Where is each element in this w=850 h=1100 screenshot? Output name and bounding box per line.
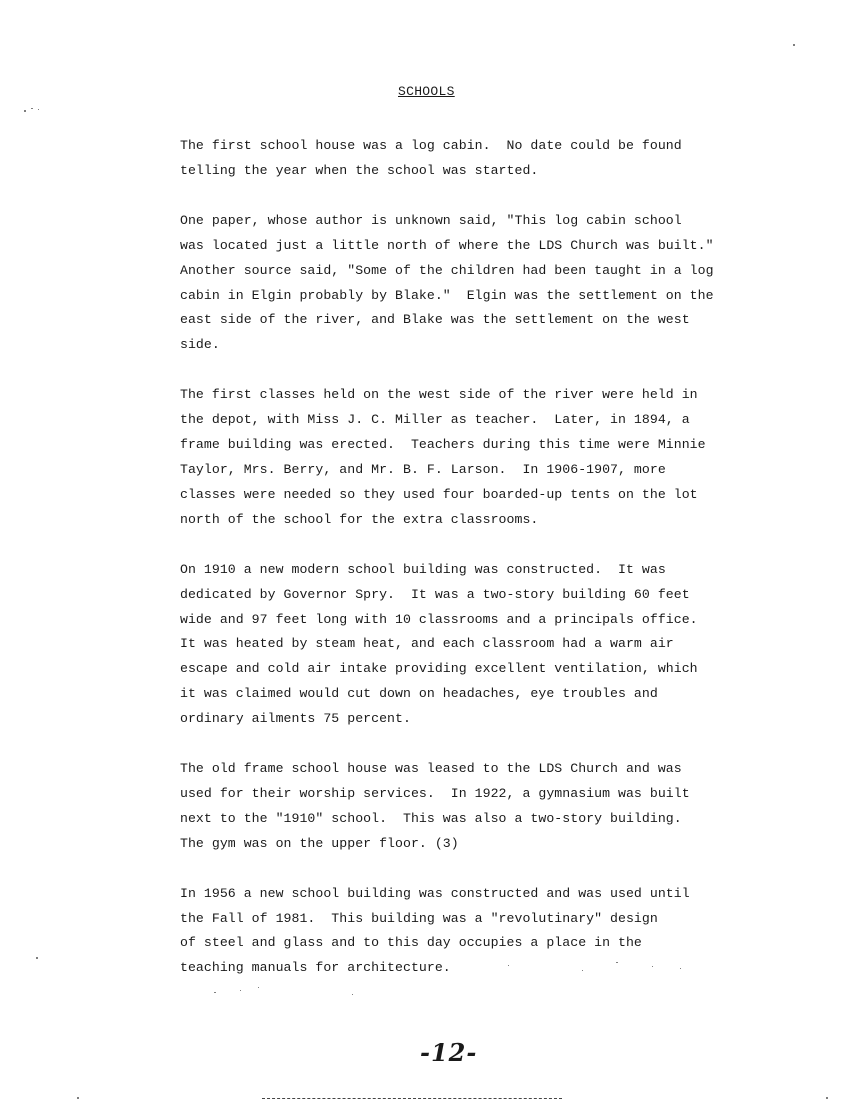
scan-edge-line [262,1098,562,1099]
scan-speck [258,987,259,988]
scan-speck [652,966,653,967]
scan-speck [31,108,33,109]
text-line: was located just a little north of where the LDS Church was built." [180,237,714,253]
scan-speck [616,962,618,963]
text-line: telling the year when the school was started. [180,162,539,178]
body-text [180,134,750,1006]
scan-speck [24,110,26,112]
text-line: The old frame school house was leased to the LDS Church and was [180,761,682,777]
text-line: It was heated by steam heat, and each classroom had a warm air [180,636,674,652]
text-line: cabin in Elgin probably by Blake." Elgin was the settlement on the [180,287,714,303]
text-line: wide and 97 feet long with 10 classrooms and a principals office. [180,611,698,627]
text-line: it was claimed would cut down on headaches, eye troubles and [180,686,658,702]
text-line: teaching manuals for architecture. [180,960,451,976]
page-number: -12- [420,1038,478,1067]
text-line: the Fall of 1981. This building was a "revolutinary" design [180,910,658,926]
text-line: The first classes held on the west side of the river were held in [180,387,698,403]
text-line: north of the school for the extra classrooms. [180,511,539,527]
text-line: One paper, whose author is unknown said, "This log cabin school [180,212,682,228]
text-line: The gym was on the upper floor. (3) [180,835,459,851]
paragraph-1 [180,134,750,184]
scan-speck [38,109,39,110]
text-line: side. [180,337,220,353]
paragraph-4 [180,558,750,732]
scan-speck [793,44,795,46]
scan-speck [352,994,353,995]
text-line: dedicated by Governor Spry. It was a two-story building 60 feet [180,586,690,602]
text-line: In 1956 a new school building was constructed and was used until [180,885,690,901]
scan-speck [508,965,509,966]
paragraph-5 [180,757,750,857]
text-line: the depot, with Miss J. C. Miller as teacher. Later, in 1894, a [180,412,690,428]
paragraph-3 [180,383,750,532]
paragraph-6 [180,882,750,982]
text-line: next to the "1910" school. This was also a two-story building. [180,810,682,826]
scan-speck [214,992,216,993]
text-line: frame building was erected. Teachers during this time were Minnie [180,437,706,453]
paragraph-2 [180,209,750,358]
page-title: SCHOOLS [398,84,455,99]
text-line: Another source said, "Some of the children had been taught in a log [180,262,714,278]
scan-speck [680,968,681,969]
text-line: On 1910 a new modern school building was constructed. It was [180,561,666,577]
scan-speck [36,957,38,959]
scan-speck [77,1097,79,1099]
text-line: classes were needed so they used four boarded-up tents on the lot [180,486,698,502]
text-line: Taylor, Mrs. Berry, and Mr. B. F. Larson. In 1906-1907, more [180,461,666,477]
text-line: The first school house was a log cabin. No date could be found [180,138,682,153]
text-line: used for their worship services. In 1922, a gymnasium was built [180,785,690,801]
scan-speck [582,970,583,971]
scan-speck [240,990,241,991]
text-line: east side of the river, and Blake was the settlement on the west [180,312,690,328]
text-line: ordinary ailments 75 percent. [180,711,411,727]
text-line: escape and cold air intake providing excellent ventilation, which [180,661,698,677]
text-line: of steel and glass and to this day occupies a place in the [180,935,642,951]
scan-speck [826,1097,828,1099]
